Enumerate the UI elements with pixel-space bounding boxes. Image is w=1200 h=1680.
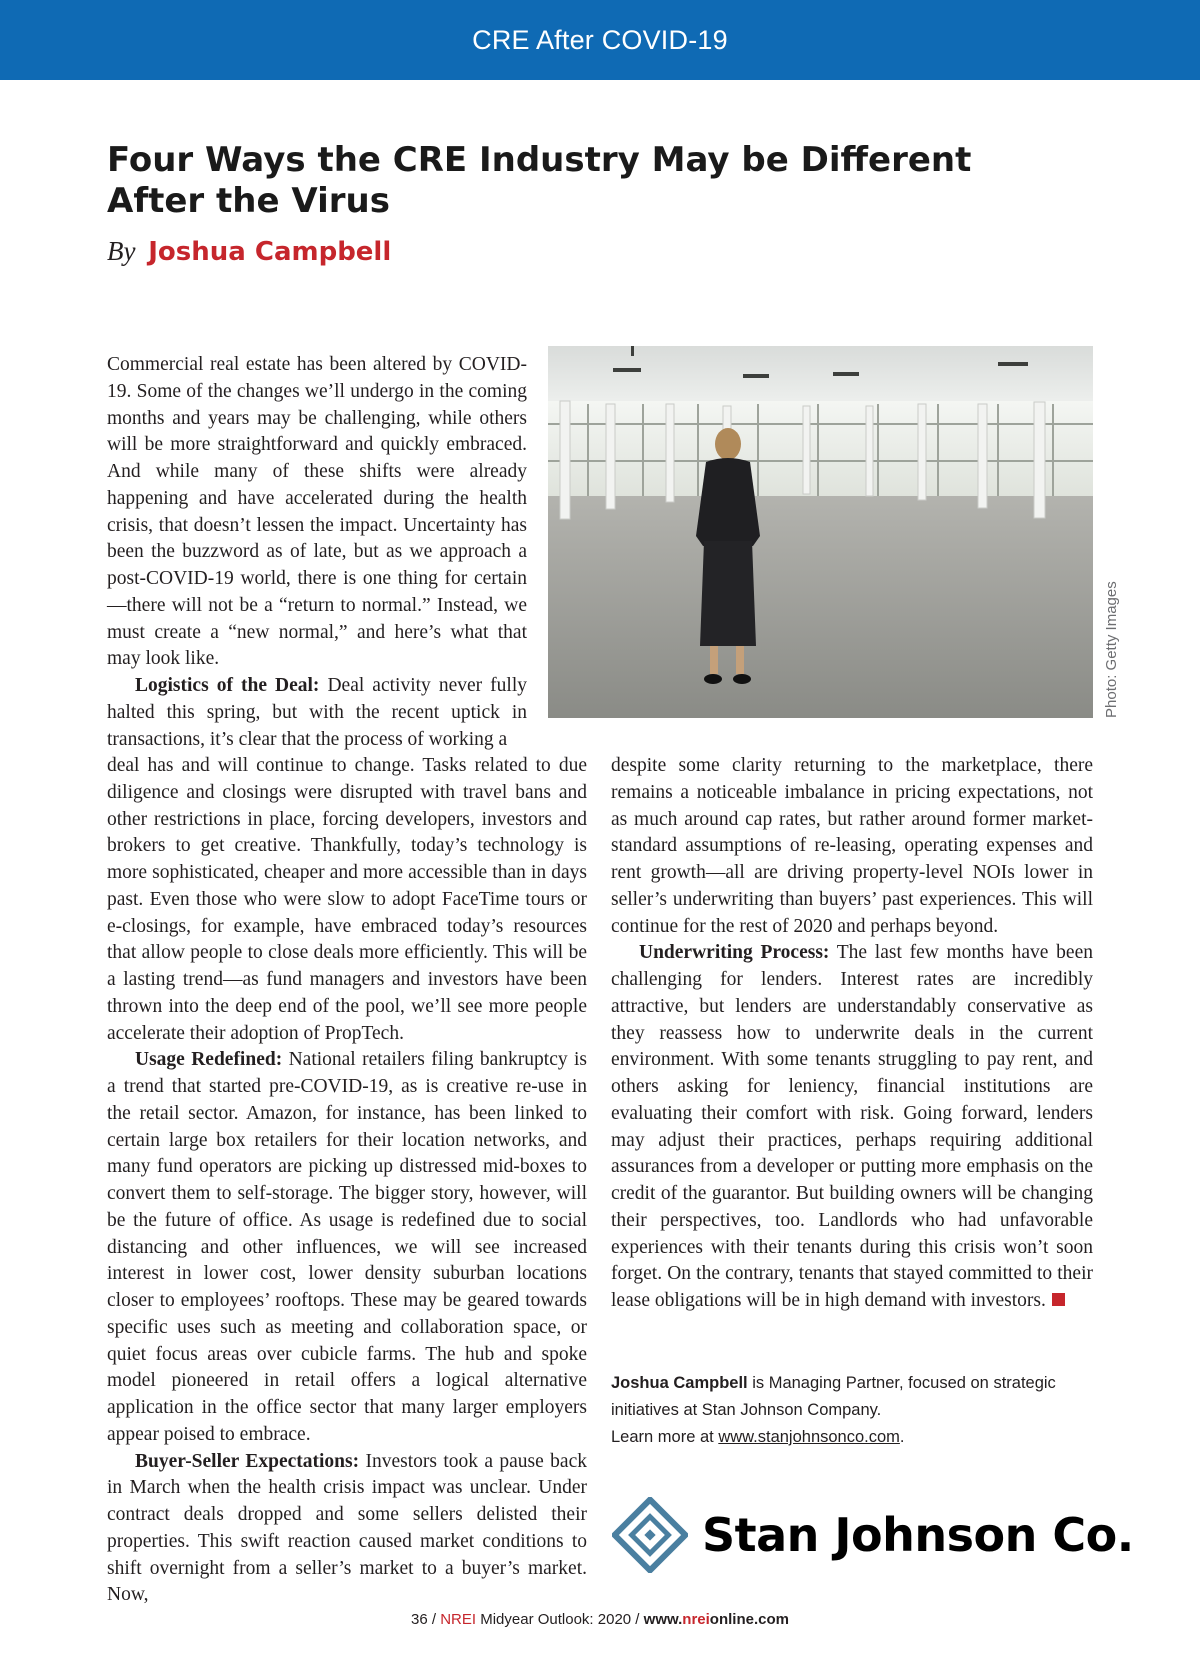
bio-link-suffix: . <box>899 1428 905 1446</box>
company-logo-text: Stan Johnson Co. <box>702 1508 1134 1562</box>
bio-learn-prefix: Learn more at <box>611 1428 719 1446</box>
logistics-heading: Logistics of the Deal: <box>135 675 320 696</box>
page-number: 36 <box>411 1611 428 1628</box>
article-title: Four Ways the CRE Industry May be Different After the Virus <box>107 140 972 221</box>
buyer-seller-paragraph <box>107 1449 587 1610</box>
bio-author-name: Joshua Campbell <box>611 1374 748 1392</box>
footer-site-brand: nrei <box>682 1611 710 1628</box>
buyer-seller-heading: Buyer-Seller Expectations: <box>135 1450 360 1472</box>
usage-paragraph <box>107 1047 587 1448</box>
logistics-text-start: Deal activity never fully halted this spring, but with the recent uptick in transactions, it’s clear that the process of working a <box>107 675 527 750</box>
footer-site-suffix: online.com <box>709 1611 789 1628</box>
byline-prefix: By <box>107 236 136 266</box>
office-photo-illustration <box>548 346 1093 718</box>
intro-paragraph: Commercial real estate has been altered by COVID-19. Some of the changes we’ll undergo in the coming months and years may be challenging, while others will be more straightforward and quickly embraced. And while many of these shifts were already happening and have accelerated during the health crisis, that doesn’t lessen the impact. Uncertainty has been the buzzword as of late, but as we approach a post-COVID-19 world, there is one thing for certain—there will not be a “return to normal.” Instead, we must create a “new normal,” and here’s what that may look like. <box>107 354 527 670</box>
page-footer <box>0 1611 1200 1628</box>
author-name: Joshua Campbell <box>148 237 392 267</box>
underwriting-paragraph <box>611 940 1093 1315</box>
usage-text: National retailers filing bankruptcy is a trend that started pre-COVID-19, as is creative re-use in the retail sector. Amazon, for instance, has been linked to certain large box retailers for their location networks, and many fund operators are picking up distressed mid-boxes to convert them to self-storage. The bigger story, however, will be the future of office. As usage is redefined due to social distancing and other influences, we will see increased interest in lower cost, lower density suburban locations closer to employees’ rooftops. These may be geared towards specific uses such as meeting and collaboration space, or quiet focus areas over cubicle farms. The hub and spoke model pioneered in retail offers a logical alternative application in the office sector that many larger employers appear poised to embrace. <box>107 1049 587 1445</box>
footer-separator-2: / <box>631 1611 644 1628</box>
body-column-2 <box>611 753 1093 1315</box>
company-website-link[interactable]: www.stanjohnsonco.com <box>718 1428 900 1446</box>
underwriting-text: The last few months have been challenging for lenders. Interest rates are incredibly attractive, but lenders are understandably conservative as they reassess how to underwrite deals in the current environment. With some tenants struggling to pay rent, and others asking for leniency, financial institutions are evaluating their comfort with risk. Going forward, lenders may adjust their practices, perhaps requiring additional assurances from a developer or putting more emphasis on the credit of the guarantor. But building owners will be changing their perspectives, too. Landlords who had unfavorable experiences with their tenants during this crisis won’t soon forget. On the contrary, tenants that stayed committed to their lease obligations will be in high demand with investors. <box>611 942 1093 1311</box>
body-column-1-top <box>107 352 527 753</box>
bio-learn-more <box>611 1424 1101 1451</box>
footer-brand: NREI <box>440 1611 477 1628</box>
usage-heading: Usage Redefined: <box>135 1049 283 1071</box>
underwriting-heading: Underwriting Process: <box>639 942 830 964</box>
article-photo <box>548 346 1093 718</box>
photo-credit: Photo: Getty Images <box>1103 581 1120 718</box>
end-of-article-mark <box>1052 1293 1065 1306</box>
buyer-seller-text: Investors took a pause back in March when the health crisis impact was unclear. Under contract deals dropped and some sellers delisted their properties. This swift reaction caused market conditions to shift overnight from a seller’s market to a buyer’s market. Now, <box>107 1450 587 1606</box>
footer-website <box>644 1611 789 1628</box>
section-banner <box>0 0 1200 80</box>
banner-title: CRE After COVID-19 <box>472 24 728 55</box>
buyer-seller-continued: despite some clarity returning to the marketplace, there remains a noticeable imbalance in pricing expectations, not as much around cap rates, but rather around former market-standard assumptions of re-leasing, operating expenses and rent growth—all are driving property-level NOIs lower in seller’s underwriting than buyers’ past experiences. This will continue for the rest of 2020 and perhaps beyond. <box>611 755 1093 937</box>
footer-site-prefix: www. <box>643 1611 683 1628</box>
footer-separator-1: / <box>427 1611 441 1628</box>
byline <box>107 236 391 267</box>
footer-publication: Midyear Outlook: 2020 <box>476 1611 632 1628</box>
author-bio <box>611 1370 1101 1451</box>
body-column-1-bottom <box>107 753 587 1609</box>
company-logo <box>612 1497 1134 1573</box>
bio-description: is Managing Partner, focused on strategic initiatives at Stan Johnson Company. <box>611 1374 1056 1419</box>
logistics-paragraph-start <box>107 673 527 753</box>
diamond-logo-icon <box>612 1497 688 1573</box>
logistics-paragraph-rest: deal has and will continue to change. Tasks related to due diligence and closings were disrupted with travel bans and other restrictions in place, forcing developers, investors and brokers to get creative. Thankfully, today’s technology is more sophisticated, cheaper and more accessible than in days past. Even those who were slow to adopt FaceTime tours or e-closings, for example, have embraced today’s resources that allow people to close deals more efficiently. This will be a lasting trend—as fund managers and investors have been thrown into the deep end of the pool, we’ll see more people accelerate their adoption of PropTech. <box>107 755 587 1044</box>
bio-text <box>611 1370 1101 1424</box>
